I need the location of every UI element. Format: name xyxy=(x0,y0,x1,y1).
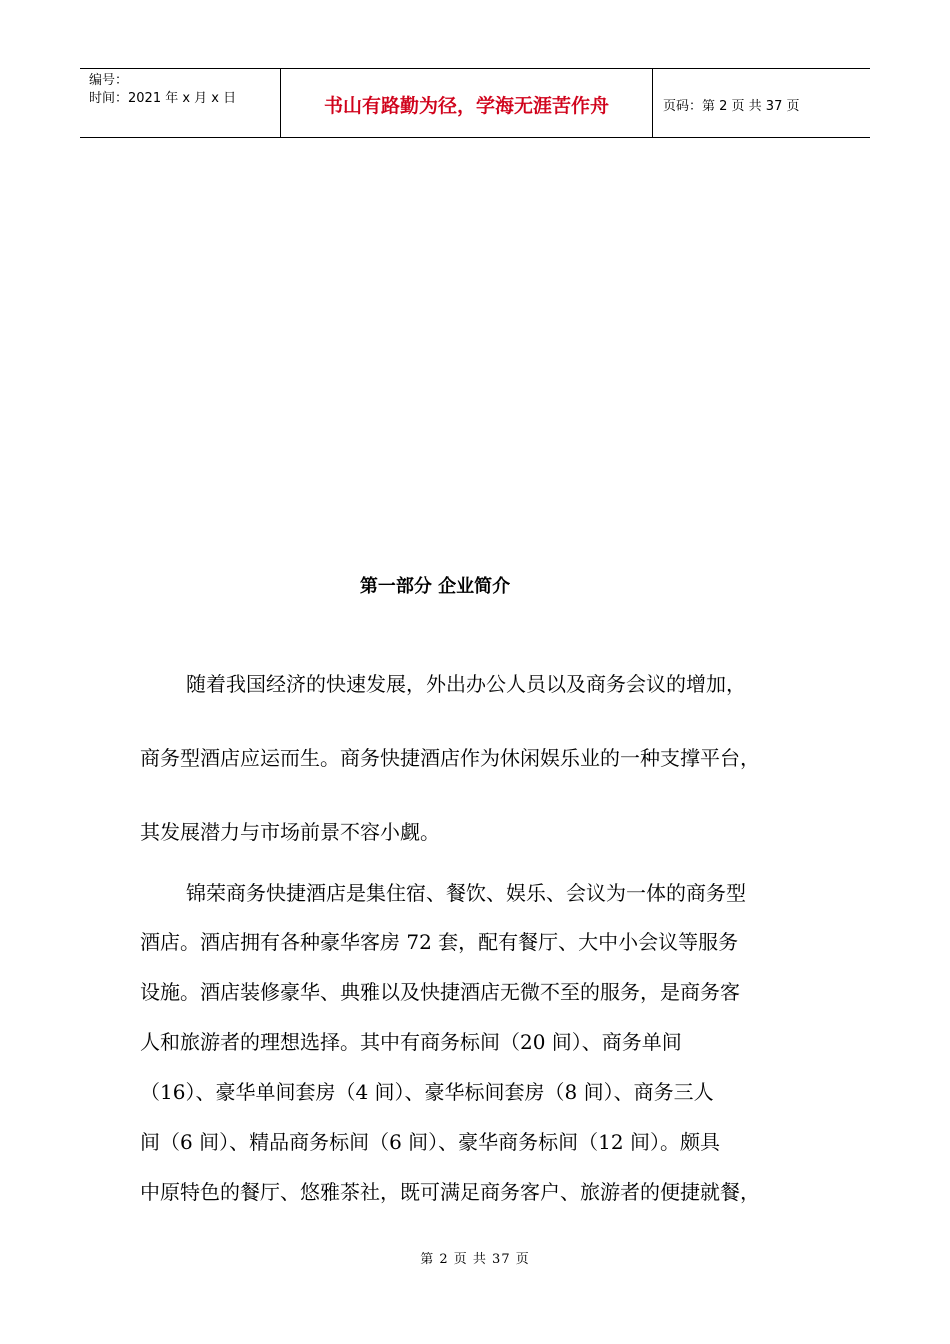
header-page-info: 页码：第 2 页 共 37 页 xyxy=(663,99,800,114)
paragraph-line: （16）、豪华单间套房（4 间）、豪华标间套房（8 间）、商务三人 xyxy=(140,1080,714,1104)
page-footer: 第 2 页 共 37 页 xyxy=(420,1252,530,1267)
document-header xyxy=(80,68,870,138)
paragraph-line: 商务型酒店应运而生。商务快捷酒店作为休闲娱乐业的一种支撑平台， xyxy=(140,746,760,770)
paragraph-line: 设施。酒店装修豪华、典雅以及快捷酒店无微不至的服务，是商务客 xyxy=(140,980,740,1004)
paragraph-line: 随着我国经济的快速发展，外出办公人员以及商务会议的增加， xyxy=(186,672,746,696)
header-page-cell xyxy=(653,69,870,137)
paragraph-line: 人和旅游者的理想选择。其中有商务标间（20 间）、商务单间 xyxy=(140,1030,682,1054)
paragraph-line: 酒店。酒店拥有各种豪华客房 72 套，配有餐厅、大中小会议等服务 xyxy=(140,930,739,954)
paragraph-line: 间（6 间）、精品商务标间（6 间）、豪华商务标间（12 间）。颇具 xyxy=(140,1130,720,1154)
header-motto: 书山有路勤为径，学海无涯苦作舟 xyxy=(323,95,609,117)
paragraph-line: 中原特色的餐厅、悠雅茶社，既可满足商务客户、旅游者的便捷就餐， xyxy=(140,1180,760,1204)
paragraph-line: 锦荣商务快捷酒店是集住宿、餐饮、娱乐、会议为一体的商务型 xyxy=(186,881,746,905)
paragraph-line: 其发展潜力与市场前景不容小觑。 xyxy=(140,820,440,844)
document-date-label: 时间：2021 年 x 月 x 日 xyxy=(89,91,237,106)
section-title: 第一部分 企业简介 xyxy=(359,576,511,597)
header-motto-cell xyxy=(281,69,653,137)
header-meta-cell xyxy=(80,69,281,137)
document-number-label: 编号： xyxy=(89,73,129,88)
